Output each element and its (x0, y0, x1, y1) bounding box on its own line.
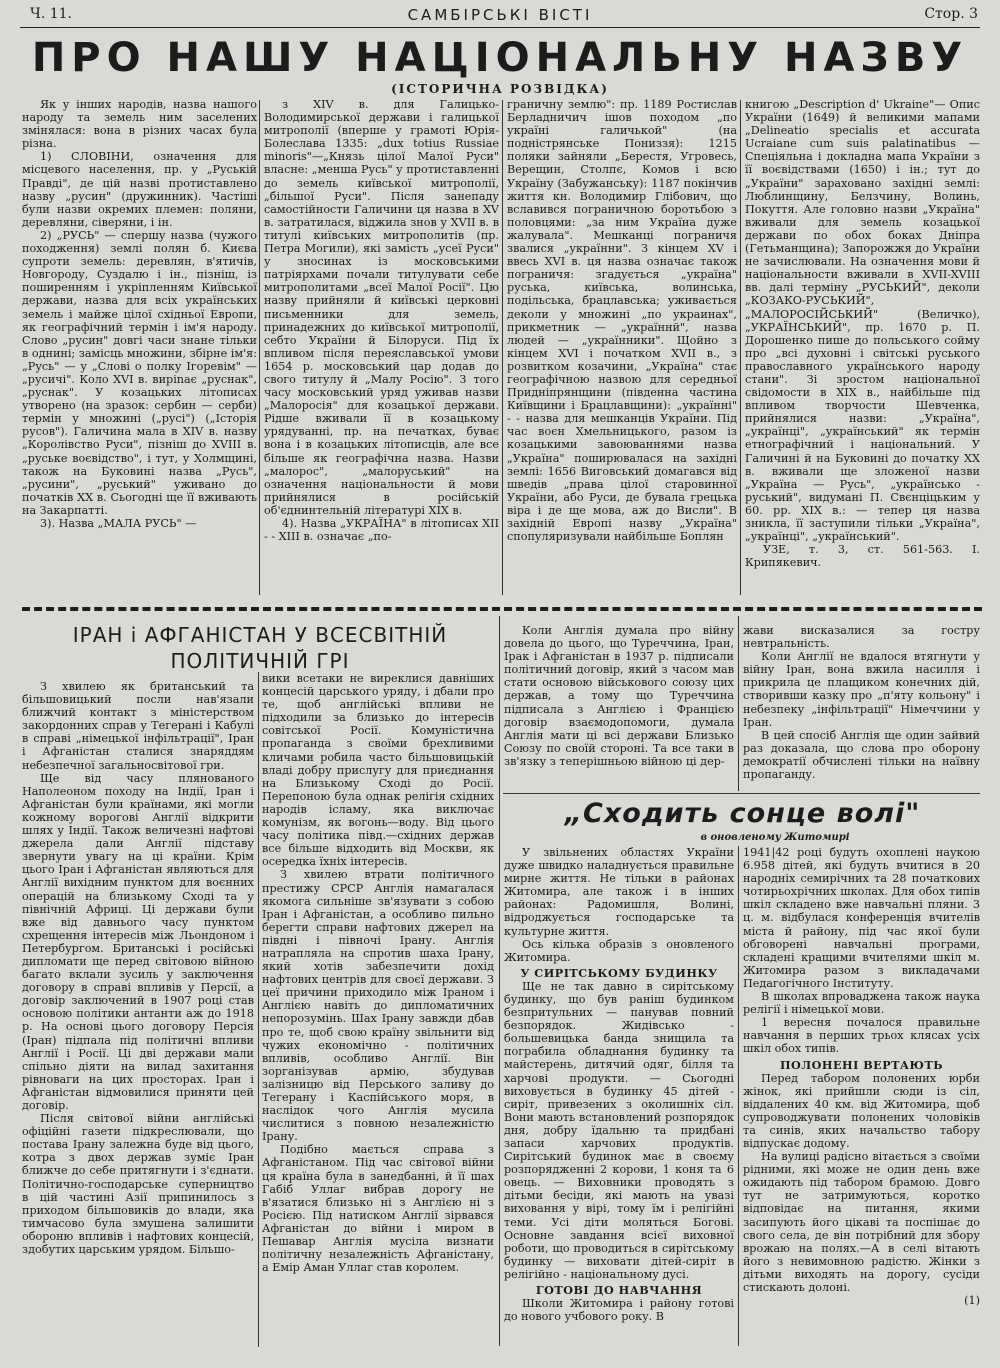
article1-column-2 (264, 98, 499, 598)
paragraph: Як у інших народів, назва нашого народу та земель ним заселених змінялася: вона в різних часах була різна. (22, 98, 257, 151)
paragraph: 1 вересня почалося правильне навчання в перших трьох клясах усіх шкіл обох типів. (743, 1016, 980, 1056)
column-divider (738, 846, 739, 1346)
paragraph: жави висказалися за гостру невтральність. (743, 624, 980, 651)
column-divider (258, 672, 259, 1347)
header-rule (20, 27, 980, 28)
article3-top-rule (503, 793, 980, 794)
article3-column-2 (743, 846, 980, 1346)
paragraph: 3). Назва „МАЛА РУСЬ" — (40, 517, 197, 530)
column-divider (259, 100, 260, 595)
column-divider (740, 100, 741, 595)
paragraph: Ще не так давно в сирітському будинку, що був раніш будинком безпритульних — панував повний безпорядок. Жидівсько - большевицька банда знищила та пограбила обладнання будинку та майстерень, дитячий одяг, білля та харчові продукти. — Сьогодні виховується в будинку 45 дітей - сиріт, привезених з околишніх сіл. Вони мають встановлений розпорядок дня, добру їдальню та придбані запаси харчових продуктів. Сирітський будинок має в своєму розпорядженні 2 корови, 1 коня та 6 овець. — Виховники проводять з дітьми бесіди, які мають на увазі виховання у вірі, тому їм і релігійні теми. Усі діти моляться Богові. Основне завдання всієї виховної роботи, що проводиться в сирітському будинку — виховати дітей-сиріт в релігійно - національному дусі. (504, 979, 734, 1281)
paragraph: Ще від часу плянованого Наполеоном походу на Індії, Іран і Афганістан були країнами, які могли кожному ворогові Англії відкрити шлях у Індії. Також величезні нафтові джерела дали Англії підставу звернути увагу на ці країни. Крім цього Іран і Афганістан являються для Англії вихідним пунктом для воєнних операцій на близькому Сході та у північній Африці. Ці держави були вже від давнього часу пунктом схрещення інтересів між Льондоном і Петербургом. Британські і російські дипломати ще перед світовою війною багато вклали зусиль у заключення договору в справі впливів у Персії, а договір заключений в 1907 році став основою політики антанти аж до 1918 р. На основі цього договору Персія (Іран) підпала під політичні впливи Англії і Росії. Ці дві держави мали спільно діяти на вилад захитання рівноваги на цих просторах. Іран і Афганістан відмовилися приняти цей договір. (22, 771, 254, 1112)
paragraph: 4). Назва „УКРАЇНА" в літописах XII - - XIII в. означає „по- (264, 517, 499, 544)
column-divider (499, 616, 500, 1346)
subheading-orphanage: У СИРІТСЬКОМУ БУДИНКУ (520, 965, 718, 980)
paragraph: З хвилею як британський та більшовицький посли нав'язали ближчий контакт з міністерством закордонних справ у Тегерані і Кабулі в справі „німецької інфільтрації", Іран і Афганістан сталися знаряддям небезпечної загальносвітової гри. (22, 680, 254, 772)
paragraph: 1941|42 році будуть охоплені наукою 6.958 дітей, які будуть вчитися в 20 народніх семирічних та 28 початкових чотирьохрічних школах. Для обох типів шкіл складено вже навчальні пляни. 3 ц. м. відбулася конференція вчителів міста й району, під час якої були обговорені навчальні програми, складені кращими вчителями шкіл м. Житомира разом з викладачами Педагогічного Інституту. (743, 846, 980, 990)
article1-column-3 (507, 98, 737, 598)
article2-title-line2: ПОЛІТИЧНІЙ ГРІ (170, 649, 350, 673)
paragraph: 1) СЛОВІНИ, означення для місцевого населення, пр. у „Руській Правді", де цій назві протиставлено назву „русин" (дружинник). Частіші були назви окремих племен: поляни, деревляни, сіверяни, і ін. (22, 150, 257, 229)
article1-column-4 (745, 98, 980, 598)
paragraph: 2) „РУСЬ" — спершу назва (чужого походження) землі полян б. Києва супроти земель: деревлян, в'ятичів, Новгороду, Суздалю і ін., пізніш, із поширенням і укріпленням Київської держави, назва для всіх українських земель і майже цілої східньої Европи, як географічний термін і ім'я народу. Слово „русин" довгі часи знане тільки в однині; замісць множини, збірне ім'я: „Русь" — у „Слові о полку Ігоревім" — „русичі". Коло XVI в. вирinaє „руснак", „руснак". У козацьких літописах утворено (на зразок: сербин — серби) термін у множині („русі") („Історія русов"). Галичина мала в XIV в. назву „Королівство Руси", пізніш до XVIII в. „руське воєвідство", і тут, у Холмщині, також на Буковині назва „Русь", „русини", „руський" уживано до початків XX в. Сьогодні ще її вживають на Закарпатті. (22, 228, 257, 517)
paragraph: Ось кілька образів з оновленого Житомира. (504, 937, 734, 964)
article3-subtitle: в оновленому Житомирі (700, 832, 850, 843)
subheading-prisoners: ПОЛОНЕНІ ВЕРТАЮТЬ (779, 1057, 944, 1072)
column-divider (502, 100, 503, 595)
paragraph: В цей спосіб Англія ще один зайвий раз доказала, що слова про оборону демократії обчислені тільки на наївну пропаганду. (743, 728, 980, 782)
paragraph: Після світової війни англійські офіційні газети підкреслювали, що поставa Ірану залежна буде від цього, котра з двох держав зуміє Іран ближче до себе притягнути і з'єднати. Політично-господарське суперництво в цій частині Азії припинилось з приходом більшовиків до влади, яка тимчасово була змушена залишити обороню впливів і нафтових концесій, здобутих царським урядом. Більшо- (22, 1112, 254, 1257)
paragraph: Коли Англія думала про війну довела до цього, що Туреччина, Іран, Ірак і Афганістан в 1937 р. підписали політичний договір, який з часом мав стати основою військового союзу цих держав, а тому що Туреччина підписала з Англією і Францією договір взаємодопомоги, думала Англія мати ці всі держави Близько Союзу по своїй стороні. Та все таки в зв'язку з теперішньою війною ці дер- (504, 624, 734, 768)
paragraph: Перед табором полонених юрби жінок, які прийшли сюди із сіл, віддалених 40 км. від Житомира, щоб супроводжувати полонених чоловіків та синів, яких начальство табору відпускає додому. (743, 1071, 980, 1150)
page-number: Стор. 3 (924, 6, 978, 22)
paragraph: На вулиці радісно вітається з своїми рідними, які може не один день вже ожидають під табором брамою. Довго тут не затримуються, коротко відповідає на питання, якими засипують його цікаві та поспішає до свого села, де він потрібний для збору врожаю на полях.—А в селі вітають його з невимовною радістю. Жінки з дітьми виходять на дорогу, сусіди стискають долоні. (743, 1150, 980, 1294)
paragraph: В школах впроваджена також наука релігії і німецької мови. (743, 990, 980, 1017)
paragraph: з XIV в. для Галицько-Володимирської держави і галицької митрополії (вперше у грамоті Юрія-Болеслава 1335: „dux totius Russiae minoris"—„Князь цілої Малої Руси" власне: „менша Русь" у протиставленні до земель київської митрополії, „більшої Руси". Після занепаду самостійности Галичини ця назва в XV в. затратилася, віджила знов у XVII в. в титулі київських митрополитів (пр. Петра Могили), які замість „усеї Руси" у зносинах із московськими патріярхами почали титулувати себе митрополитами „всеї Малої Росії". Цю назву прийняли й київські церковні письменники для земель, принадежних до київської митрополії, себто України й Білоруси. Під їх впливом після переяславської умови 1654 р. московський цар додав до свого титулу й „Малу Росію". З того часу московський уряд уживав назви „Малоросія" для козацької держави. Рідше вживали її в козацькому урядуванні, пр. на печатках, буває вона і в козацьких літописців, але все більше як географічна назва. Назви „малорос", „малоруський" на означення національности й мови прийнялися в російській об'єднинтельній літературі XIX в. (264, 98, 499, 517)
article2-column-2 (262, 672, 494, 1347)
article2-column-1 (22, 680, 254, 1345)
paragraph: Коли Англії не вдалося втягнути у війну Іран, вона вжила насилля і прикрила це плащиком конечних дій, створивши казку про „п'яту кольону" і небезпеку „інфільтрації" Німеччини у Іран. (743, 650, 980, 729)
column-divider (738, 616, 739, 791)
paragraph: У звільнених областях України дуже швидко наладнується правильне мирне життя. Не тільки в районах Житомира, але також і в інших районах: Радомишля, Волині, відроджується господарське та культурне життя. (504, 846, 734, 938)
article1-title: ПРО НАШУ НАЦІОНАЛЬНУ НАЗВУ (31, 35, 969, 81)
paragraph: граничну землю": пр. 1189 Ростислав Берладничич ішов походом „по україні галичькой" (на подністрянське Пониззя): 1215 поляки зайняли „Берестя, Угровесь, Верещин, Столпє, Комов і всю Україну (Забужанську): 1187 покінчив життя кн. Володимир Глібович, що вславився пограничною боротьбою з половцями: „за ним Україна дуже жалувала". Мешканці пограничя звалися „українни". З кінцем XV і ввесь XVI в. ця назва означає також пограничя: згадується „україна" руська, київська, волинська, подільська, брацлавська; уживається деколи у множині „по украинах", прикметник — „україннй", назва людей — „українники". Щойно з кінцем XVI і початком XVII в., з розвитком козачини, „Україна" стає географічною назвою для середньої Придніпрянщини (південна частина Київщини і Брацлавщини): „українні" - - назва для мешканців України. Під час воєн Хмельницького, разом із козацькими завоюваннями назва „Україна" поширювалася на західні землі: 1656 Виговський домагався від шведів „права цілої старовинної України, або Руси, де бувала грецька віра і де ще мова, аж до Висли". В західній Европі назву „Україна" спопуляризували найбільше Боплян (507, 98, 737, 544)
article1-column-1 (22, 98, 257, 598)
article3-column-1 (504, 846, 734, 1346)
page-mark: (1) (964, 1294, 980, 1308)
paragraph: З хвилею втрати політичного престижу СРСР Англія намагалася якомога сильніше зв'язувати з собою Іран і Афганістан, а особливо пильно берегти справи нафтових джерел на півдні і півночі Ірану. Англія натраплялa на спротив шаха Ірану, який хотів забезпечити дохід нафтових центрів для своєї держави. З цеї причини приходило між Іраном і Англією навіть до дипломатичних непорозумінь. Шах Ірану завжди дбав про те, щоб свою країну звільнити від чужих економічно - політичних впливів, особливо Англії. Він зорганізував армію, збудував залізницю від Перського заливу до Тегерану і Каспійського моря, в наслідок чого Англія мусила числитися з повною незалежністю Ірану. (262, 868, 494, 1144)
article1-subtitle: (ІСТОРИЧНА РОЗВІДКА) (391, 82, 609, 96)
article1-signature: УЗЕ, т. 3, ст. 561-563. І. Крипякевич. (745, 543, 980, 570)
paragraph: книгою „Description d' Ukraine"— Опис України (1649) й великими мапами „Delineatio specialis et accurata Ucraiane cum suis palatinatibus — Спеціяльна і докладна мапа України з її воєвідствами (1650) і ін.; тут до „України" зараховано західні землі: Люблинщину, Белзчину, Волинь, Покуття. Але головно назви „Україна" вживали для земель козацької держави по обох боках Дніпра (Гетьманщина); Запорожжя до України не зачислювали. На означення мови й національности вживали в XVII-XVIII вв. далі терміну „РУСЬКИЙ", деколи „КОЗАКО-РУСЬКИЙ", „МАЛОРОСІЙСЬКИЙ" (Величко), „УКРАЇНСЬКИЙ", пр. 1670 р. П. Дорошенко пише до польського сойму про „всі духовні і світські руського православного українського народу стани". Зі зростом національної свідомости в XIX в., найбільше під впливом творчости Шевченка, прийнялися назви: „Україна", „українці", „український" як термін етнографічний і національний. У Галичині й на Буковині до початку XX в. вживали ще зложеної назви „Україна — Русь", „українсько - руський", видумані П. Свєнціцьким у 60. рр. XIX в.: — тепер ця назва зникла, її заступили тільки „Україна", „українці", „український". (745, 98, 980, 544)
paragraph: вики всетаки не вирeклися давніших концесій царського уряду, і дбали про те, щоб англійські впливи не підходили за близько до інтересів совітської Росії. Комуністична пропаганда з своїми брехливими кличами робила часто більшовицькій владі добру прислугу для приєднання на Близькому Сході до Росії. Перепоною була однак релігія східних народів ісламу, яка виключає комунізм, як вогонь—воду. Від цього часу політика півд.—східних держав все більше відходить від Москви, як осередка їхніх інтересів. (262, 672, 494, 869)
paragraph: Подібно мається справа з Афганістаном. Під час світової війни ця країна була в занедбанні, й її шах Габіб Уллаг вибрав дорогу не в'язатися близько ні з Англією ні з Росією. Під натиском Англії зірвався Афганістан до війни і миром в Пешавар Англія мусіла визнати політичну незалежність Афганістану, а Емір Аман Уллаг став королем. (262, 1143, 494, 1275)
paragraph: Школи Житомира і району готові до нового учбового року. В (504, 1297, 734, 1324)
article2-column-4 (743, 624, 980, 789)
issue-number: Ч. 11. (30, 6, 72, 22)
section-divider (22, 607, 982, 611)
subheading-school: ГОТОВІ ДО НАВЧАННЯ (535, 1283, 703, 1297)
article2-title-line1: ІРАН і АФГАНІСТАН У ВСЕСВІТНІЙ (72, 623, 448, 647)
article2-column-3 (504, 624, 734, 789)
newspaper-name: САМБІРСЬКІ ВІСТІ (407, 6, 593, 24)
article3-title: „Сходить сонце волі" (564, 798, 921, 829)
